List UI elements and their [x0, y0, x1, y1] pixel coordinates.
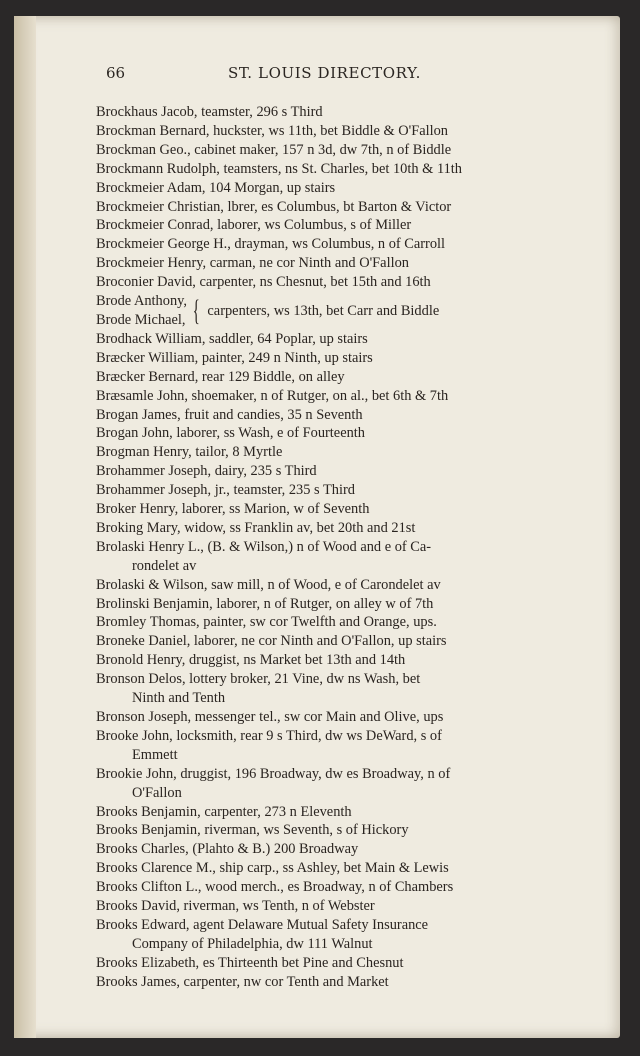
brace-names — [96, 292, 187, 330]
directory-entry: Brooks Benjamin, carpenter, 273 n Eleventh — [96, 803, 352, 820]
directory-entry: Brogan James, fruit and candies, 35 n Seventh — [96, 406, 363, 423]
directory-entry: Bronold Henry, druggist, ns Market bet 13th and 14th — [96, 652, 406, 669]
directory-entry: Brooks James, carpenter, nw cor Tenth and Market — [96, 973, 389, 990]
directory-entry: Brockmeier George H., drayman, ws Columbus, n of Carroll — [96, 236, 446, 253]
directory-entry: Brolinski Benjamin, laborer, n of Rutger, on alley w of 7th — [96, 595, 434, 612]
directory-entry: Broking Mary, widow, ss Franklin av, bet 20th and 21st — [96, 519, 416, 536]
directory-entry: Broneke Daniel, laborer, ne cor Ninth and O'Fallon, up stairs — [96, 633, 447, 650]
directory-entry: Brooks Benjamin, riverman, ws Seventh, s of Hickory — [96, 822, 409, 839]
directory-entry: Brooks Charles, (Plahto & B.) 200 Broadway — [96, 841, 359, 858]
entry-continuation: rondelet av — [132, 557, 197, 574]
directory-entry: Brockman Bernard, huckster, ws 11th, bet Biddle & O'Fallon — [96, 122, 448, 139]
directory-entry: Broker Henry, laborer, ss Marion, w of Seventh — [96, 501, 370, 518]
directory-entry: Brooks Clarence M., ship carp., ss Ashley, bet Main & Lewis — [96, 860, 449, 877]
brace-glyph: { — [192, 293, 200, 327]
directory-entry: Brockmeier Conrad, laborer, ws Columbus, s of Miller — [96, 217, 412, 234]
directory-entry: Bræsamle John, shoemaker, n of Rutger, on al., bet 6th & 7th — [96, 387, 449, 404]
directory-entry: Broconier David, carpenter, ns Chesnut, bet 15th and 16th — [96, 274, 431, 291]
directory-entry: Brooks Clifton L., wood merch., es Broadway, n of Chambers — [96, 879, 454, 896]
directory-entry: Brolaski Henry L., (B. & Wilson,) n of Wood and e of Ca- — [96, 538, 432, 555]
directory-entry: Brockhaus Jacob, teamster, 296 s Third — [96, 104, 323, 120]
entry-continuation: Emmett — [132, 746, 178, 763]
entry-continuation: O'Fallon — [132, 784, 182, 801]
directory-entry: Brookie John, druggist, 196 Broadway, dw es Broadway, n of — [96, 765, 451, 782]
directory-entry: Bromley Thomas, painter, sw cor Twelfth and Orange, ups. — [96, 614, 437, 631]
directory-entry: Brogman Henry, tailor, 8 Myrtle — [96, 444, 283, 461]
directory-entries — [96, 103, 556, 992]
directory-entry: Brohammer Joseph, dairy, 235 s Third — [96, 463, 317, 480]
directory-entry: Brolaski & Wilson, saw mill, n of Wood, e of Carondelet av — [96, 576, 441, 593]
page-number: 66 — [106, 64, 126, 82]
entry-continuation: Ninth and Tenth — [132, 690, 226, 707]
directory-entry: Bronson Joseph, messenger tel., sw cor Main and Olive, ups — [96, 709, 444, 725]
directory-entry: Brockmann Rudolph, teamsters, ns St. Charles, bet 10th & 11th — [96, 160, 462, 177]
directory-entry: Brodhack William, saddler, 64 Poplar, up stairs — [96, 330, 368, 347]
directory-entry: Brohammer Joseph, jr., teamster, 235 s Third — [96, 482, 355, 499]
directory-entry: Brooks Edward, agent Delaware Mutual Safety Insurance — [96, 916, 429, 933]
entry-continuation: Company of Philadelphia, dw 111 Walnut — [132, 935, 373, 952]
directory-entry: Brogan John, laborer, ss Wash, e of Fourteenth — [96, 425, 365, 442]
brace-entry-group — [96, 292, 556, 330]
directory-entry: Bræcker William, painter, 249 n Ninth, up stairs — [96, 349, 373, 366]
directory-entry: Brockmeier Christian, lbrer, es Columbus, bt Barton & Victor — [96, 198, 452, 215]
directory-entry: Brockmeier Adam, 104 Morgan, up stairs — [96, 179, 336, 196]
running-head: ST. LOUIS DIRECTORY. — [228, 64, 422, 82]
directory-entry: Bræcker Bernard, rear 129 Biddle, on alley — [96, 368, 345, 385]
brace-name: Brode Anthony, — [96, 293, 188, 310]
page-binding-edge — [14, 16, 36, 1038]
directory-entry: Brooks Elizabeth, es Thirteenth bet Pine and Chesnut — [96, 954, 404, 971]
brace-name: Brode Michael, — [96, 311, 186, 328]
directory-entry: Bronson Delos, lottery broker, 21 Vine, dw ns Wash, bet — [96, 671, 421, 688]
directory-entry: Brooks David, riverman, ws Tenth, n of Webster — [96, 898, 375, 915]
directory-entry: Brooke John, locksmith, rear 9 s Third, dw ws DeWard, s of — [96, 727, 442, 744]
brace-shared-text: carpenters, ws 13th, bet Carr and Biddle — [207, 302, 440, 319]
directory-entry: Brockmeier Henry, carman, ne cor Ninth and O'Fallon — [96, 255, 409, 272]
directory-entry: Brockman Geo., cabinet maker, 157 n 3d, dw 7th, n of Biddle — [96, 141, 452, 158]
